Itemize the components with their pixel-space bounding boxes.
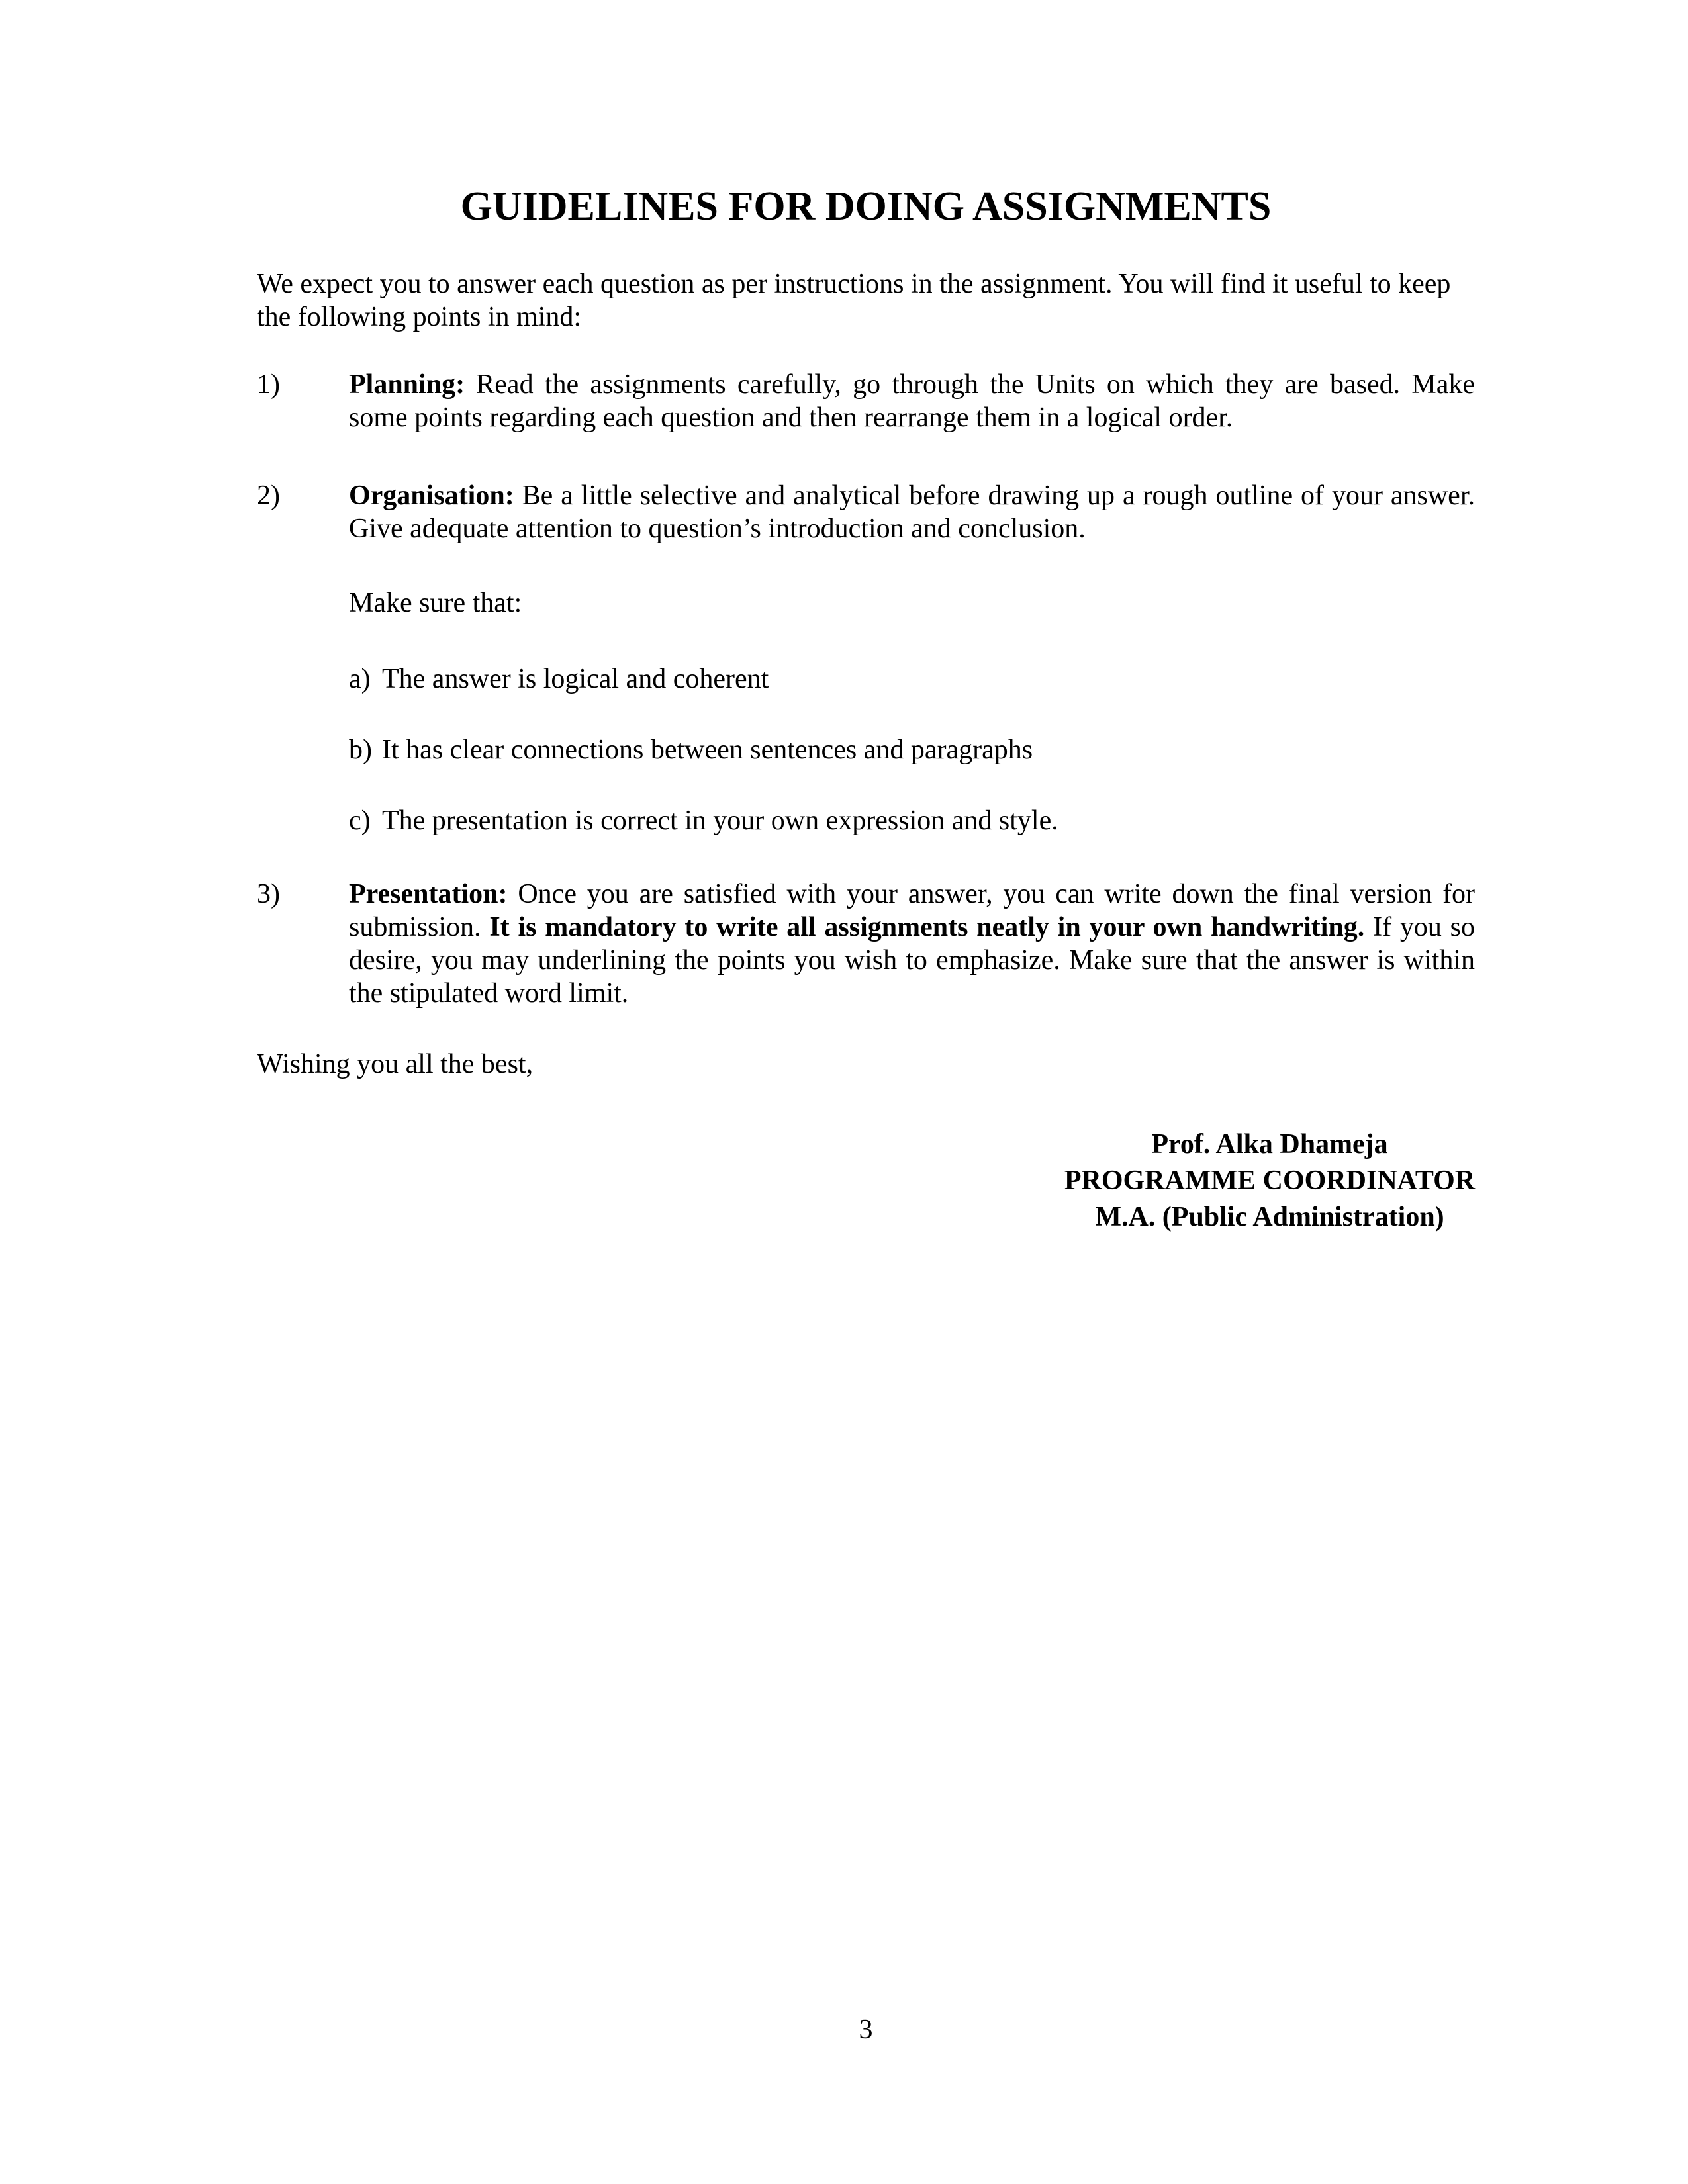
sub-item-letter: c): [349, 805, 371, 836]
item-number: 2): [257, 480, 280, 511]
numbered-item-organisation: [257, 479, 1475, 545]
item-number: 3): [257, 879, 280, 909]
make-sure-line: Make sure that:: [349, 588, 522, 618]
item-label-presentation: Presentation:: [349, 879, 508, 909]
sub-item-letter: b): [349, 735, 372, 765]
sub-item-text: The answer is logical and coherent: [382, 664, 769, 694]
closing-line: Wishing you all the best,: [257, 1049, 534, 1079]
signature-name: Prof. Alka Dhameja: [1151, 1129, 1388, 1160]
item-text-before: Once you are satisfied with your answer, you can write down the final version for submission.: [349, 879, 1475, 942]
item-paragraph: [349, 878, 1475, 1010]
sub-item-text: It has clear connections between sentences and paragraphs: [382, 735, 1033, 765]
item-label-organisation: Organisation:: [349, 480, 514, 511]
page-title: GUIDELINES FOR DOING ASSIGNMENTS: [460, 184, 1272, 229]
signature-programme: M.A. (Public Administration): [1095, 1202, 1444, 1232]
sub-item-a: [349, 662, 1475, 696]
signature-role: PROGRAMME COORDINATOR: [1064, 1165, 1476, 1196]
item-number: 1): [257, 369, 280, 400]
signature-block: [1038, 1126, 1501, 1236]
numbered-item-presentation: [257, 878, 1475, 1010]
sub-item-b: [349, 733, 1475, 766]
item-bold-emphasis: It is mandatory to write all assignments neatly in your own handwriting.: [489, 912, 1365, 942]
item-label-planning: Planning:: [349, 369, 465, 400]
sub-item-letter: a): [349, 664, 371, 694]
sub-item-c: [349, 804, 1475, 837]
item-text: Be a little selective and analytical before drawing up a rough outline of your answer. Give adequate attention to question’s introduction and conclusion.: [349, 480, 1475, 544]
item-text: Read the assignments carefully, go through the Units on which they are based. Make some points regarding each question and then rearrange them in a logical order.: [349, 369, 1475, 433]
item-paragraph: [349, 479, 1475, 545]
page-number: 3: [859, 2015, 873, 2045]
intro-paragraph: We expect you to answer each question as per instructions in the assignment. You will find it useful to keep the following points in mind:: [257, 269, 1451, 332]
sub-item-text: The presentation is correct in your own expression and style.: [382, 805, 1058, 836]
item-text-after: If you so desire, you may underlining the points you wish to emphasize. Make sure that the answer is within the stipulated word limit.: [349, 912, 1475, 1009]
item-paragraph: [349, 368, 1475, 434]
numbered-item-planning: [257, 368, 1475, 434]
